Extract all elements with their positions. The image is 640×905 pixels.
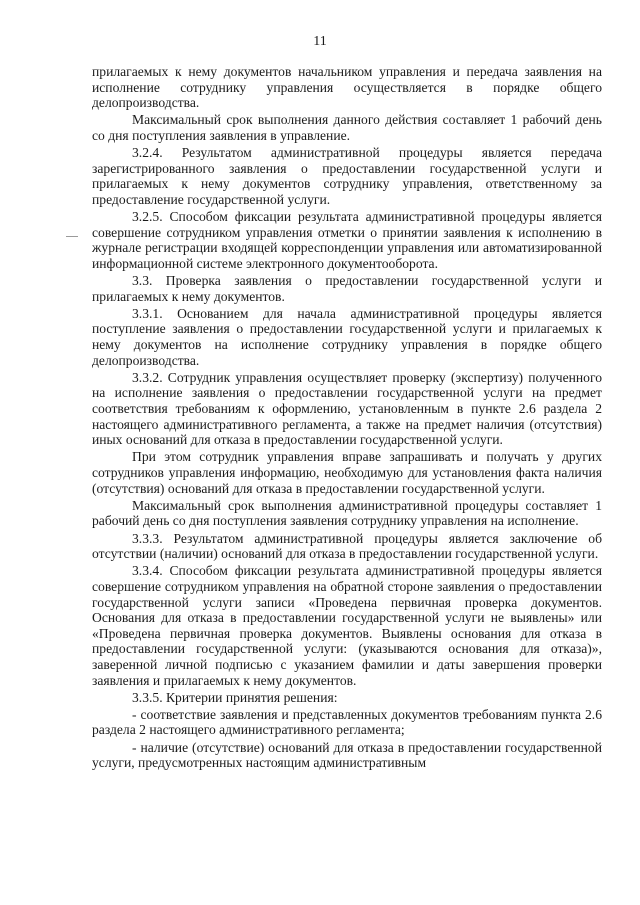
paragraph-3-3-4: 3.3.4. Способом фиксации результата административной процедуры является совершение сотрудником управления на обратной стороне заявления о предоставлении государственной услуги записи «Проведена первичная проверка документов. Основания для отказа в предоставлении государственной услуги не выявлены» или «Проведена первичная проверка документов. Выявлены основания для отказа в предоставлении государственной услуги: (указываются основания для отказа)», заверенной личной подписью с указанием фамилии и даты завершения проверки заявления и прилагаемых к нему документов. xyxy=(92,563,602,688)
list-item-criterion-2: - наличие (отсутствие) оснований для отказа в предоставлении государственной услуги, предусмотренных настоящим административным xyxy=(92,739,602,771)
paragraph-3-2-5: 3.2.5. Способом фиксации результата административной процедуры является совершение сотрудником управления отметки о принятии заявления к исполнению в журнале регистрации входящей корреспонденции управления или автоматизированной информационной системе электронного документооборота. xyxy=(92,209,602,271)
document-body xyxy=(92,64,602,772)
paragraph-max-term: Максимальный срок выполнения данного действия составляет 1 рабочий день со дня поступления заявления в управление. xyxy=(92,112,602,143)
paragraph-3-3-1: 3.3.1. Основанием для начала административной процедуры является поступление заявления о предоставлении государственной услуги и прилагаемых к нему документов на исполнение сотруднику управления в порядке общего делопроизводства. xyxy=(92,305,602,368)
paragraph-3-3-5: 3.3.5. Критерии принятия решения: xyxy=(132,689,338,705)
page-number: 11 xyxy=(313,34,327,49)
list-item-criterion-1: - соответствие заявления и представленных документов требованиям пункта 2.6 раздела 2 настоящего административного регламента; xyxy=(92,706,602,738)
paragraph-request-info: При этом сотрудник управления вправе запрашивать и получать у других сотрудников управления информацию, необходимую для установления факта наличия (отсутствия) оснований для отказа в предоставлении государственной услуги. xyxy=(92,449,602,496)
paragraph-3-3-2: 3.3.2. Сотрудник управления осуществляет проверку (экспертизу) полученного на исполнение заявления о предоставлении государственной услуги на предмет соответствия требованиям к оформлению, установленным в пункте 2.6 раздела 2 настоящего административного регламента, а также на предмет наличия (отсутствия) иных оснований для отказа в предоставлении государственной услуги. xyxy=(92,369,602,448)
margin-mark xyxy=(66,236,78,237)
paragraph-continuation: прилагаемых к нему документов начальником управления и передача заявления на исполнение сотруднику управления осуществляется в порядке общего делопроизводства. xyxy=(92,64,602,111)
paragraph-3-2-4: 3.2.4. Результатом административной процедуры является передача зарегистрированного заявления о предоставлении государственной услуги и прилагаемых к нему документов сотруднику управления, ответственному за предоставление государственной услуги. xyxy=(92,145,602,207)
paragraph-3-3: 3.3. Проверка заявления о предоставлении государственной услуги и прилагаемых к нему документов. xyxy=(92,273,602,304)
paragraph-max-term-procedure: Максимальный срок выполнения административной процедуры составляет 1 рабочий день со дня поступления заявления сотруднику управления на исполнение. xyxy=(92,497,602,529)
paragraph-3-3-3: 3.3.3. Результатом административной процедуры является заключение об отсутствии (наличии) оснований для отказа в предоставлении государственной услуги. xyxy=(92,530,602,562)
